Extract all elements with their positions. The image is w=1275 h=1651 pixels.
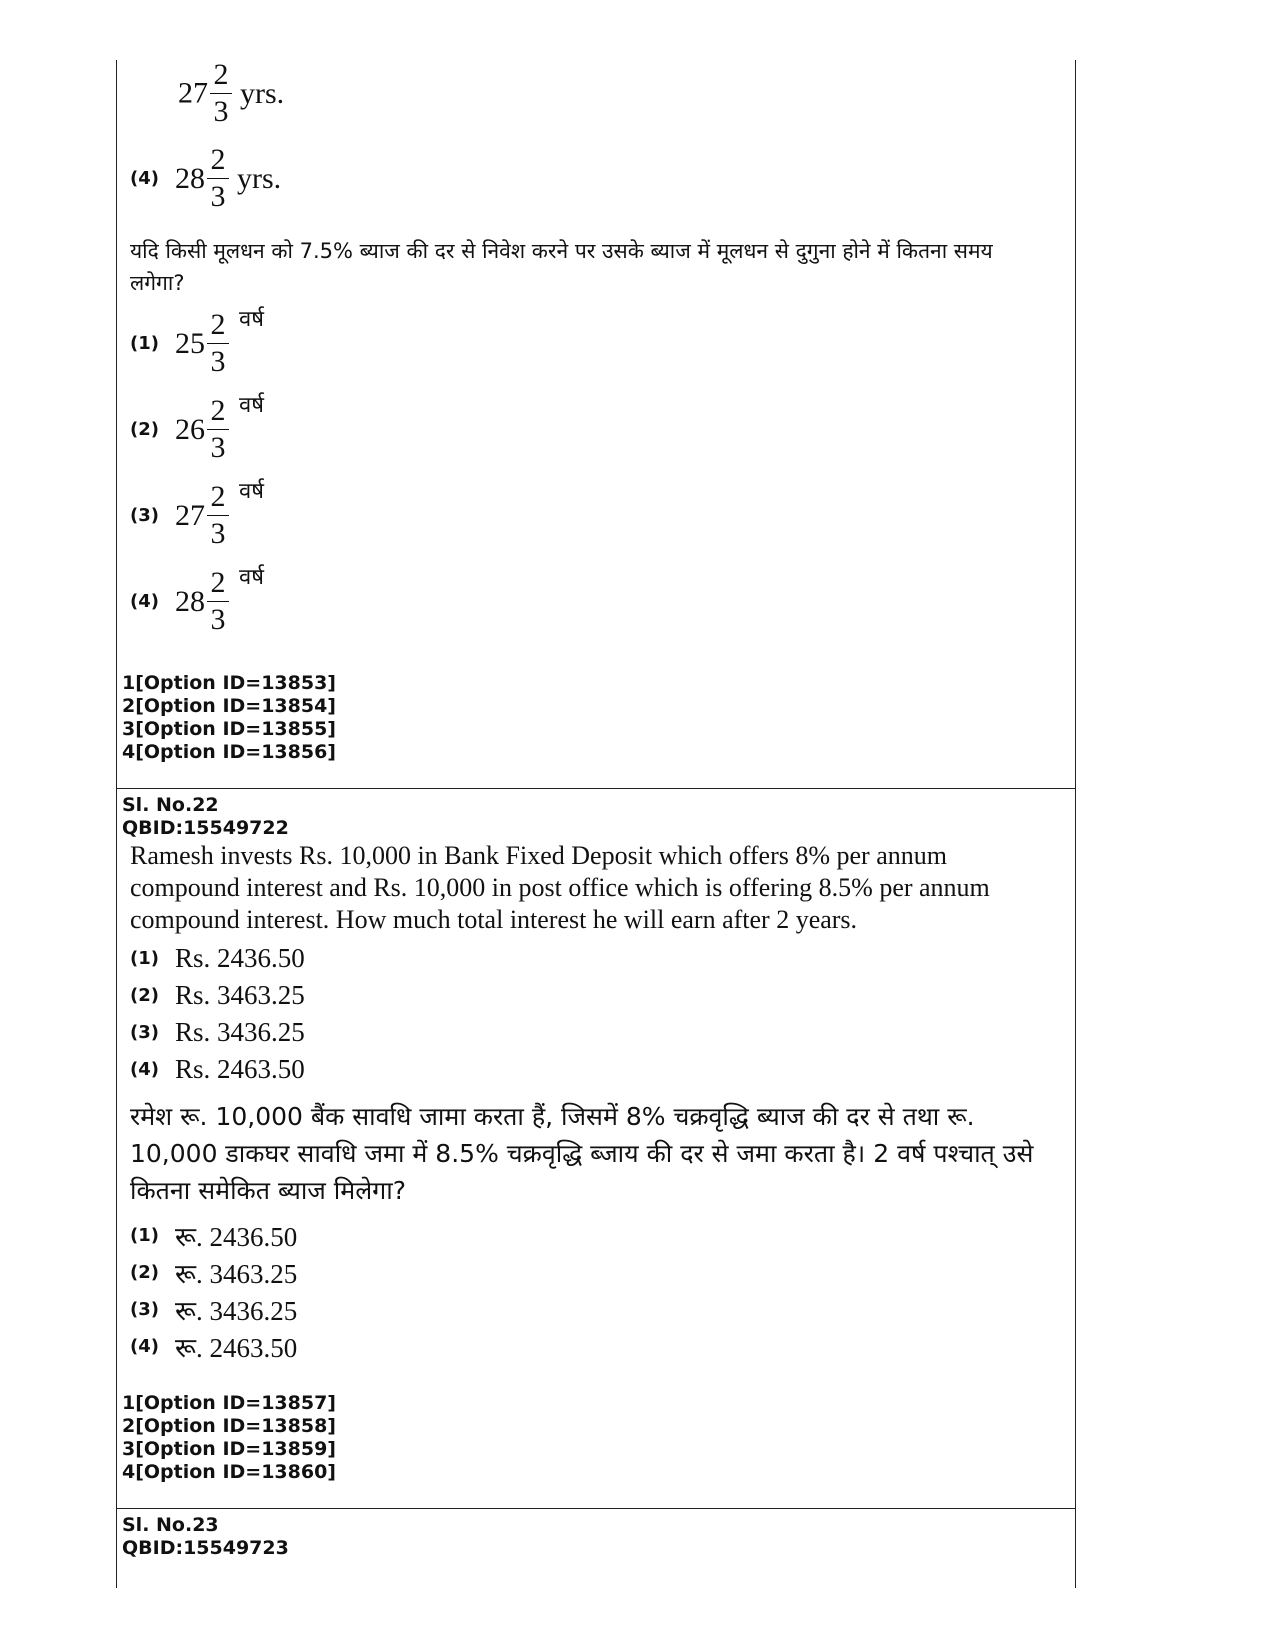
fraction: $\frac{2}{3}$: [207, 145, 229, 212]
section-divider: [116, 788, 1076, 789]
q21-option-1-hi: (1) 25 $\frac{2}{3}$ वर्ष: [130, 306, 264, 378]
q22-option-ids: 1[Option ID=13857] 2[Option ID=13858] 3[Option ID=13859] 4[Option ID=13860]: [122, 1392, 336, 1483]
option-row: (1) Rs. 2436.50: [130, 943, 305, 973]
q22-options-hindi: [130, 1217, 297, 1365]
option-row: (3) रू. 3436.25: [130, 1296, 298, 1326]
q21-option-4-hi: (4) 28 $\frac{2}{3}$ वर्ष: [130, 564, 264, 636]
q21-option-3-hi: (3) 27 $\frac{2}{3}$ वर्ष: [130, 478, 264, 550]
option-row: (2) रू. 3463.25: [130, 1259, 298, 1289]
q23-header: [122, 1514, 289, 1560]
q21-option-3-en: 27 $\frac{2}{3}$ yrs.: [178, 58, 285, 128]
qbid: QBID:15549723: [122, 1537, 289, 1559]
option-row: (1) रू. 2436.50: [130, 1222, 298, 1252]
q21-question-hindi: यदि किसी मूलधन को 7.5% ब्याज की दर से निवेश करने पर उसके ब्याज में मूलधन से दुगुना होने में कितना समय लगेगा?: [130, 239, 993, 295]
serial-number: Sl. No.22: [122, 794, 219, 816]
section-divider: [116, 1508, 1076, 1509]
option-row: (2) Rs. 3463.25: [130, 980, 305, 1010]
q22-options-english: [130, 940, 305, 1088]
fraction: $\frac{2}{3}$: [210, 60, 232, 127]
qbid: QBID:15549722: [122, 817, 289, 839]
q21-option-2-hi: (2) 26 $\frac{2}{3}$ वर्ष: [130, 392, 264, 464]
q22-question-hindi: रमेश रू. 10,000 बैंक सावधि जामा करता हैं, जिसमें 8% चक्रवृद्धि ब्याज की दर से तथा रू. 10,000 डाकघर सावधि जमा में 8.5% चक्रवृद्धि ब्जाय की दर से जमा करता है। 2 वर्ष पश्चात् उसे कितना समेकित ब्याज मिलेगा?: [130, 1102, 1034, 1205]
q21-option-ids: 1[Option ID=13853] 2[Option ID=13854] 3[Option ID=13855] 4[Option ID=13856]: [122, 672, 336, 763]
q21-option-4-en: (4) 28 $\frac{2}{3}$ yrs.: [130, 143, 282, 213]
serial-number: Sl. No.23: [122, 1514, 219, 1536]
option-row: (4) रू. 2463.50: [130, 1333, 298, 1363]
option-row: (3) Rs. 3436.25: [130, 1017, 305, 1047]
q22-header: [122, 794, 289, 840]
q22-question-english: Ramesh invests Rs. 10,000 in Bank Fixed Deposit which offers 8% per annum compound interest and Rs. 10,000 in post office which is offering 8.5% per annum compound interest. How much total interest he will earn after 2 years.: [130, 841, 990, 934]
option-row: (4) Rs. 2463.50: [130, 1054, 305, 1084]
